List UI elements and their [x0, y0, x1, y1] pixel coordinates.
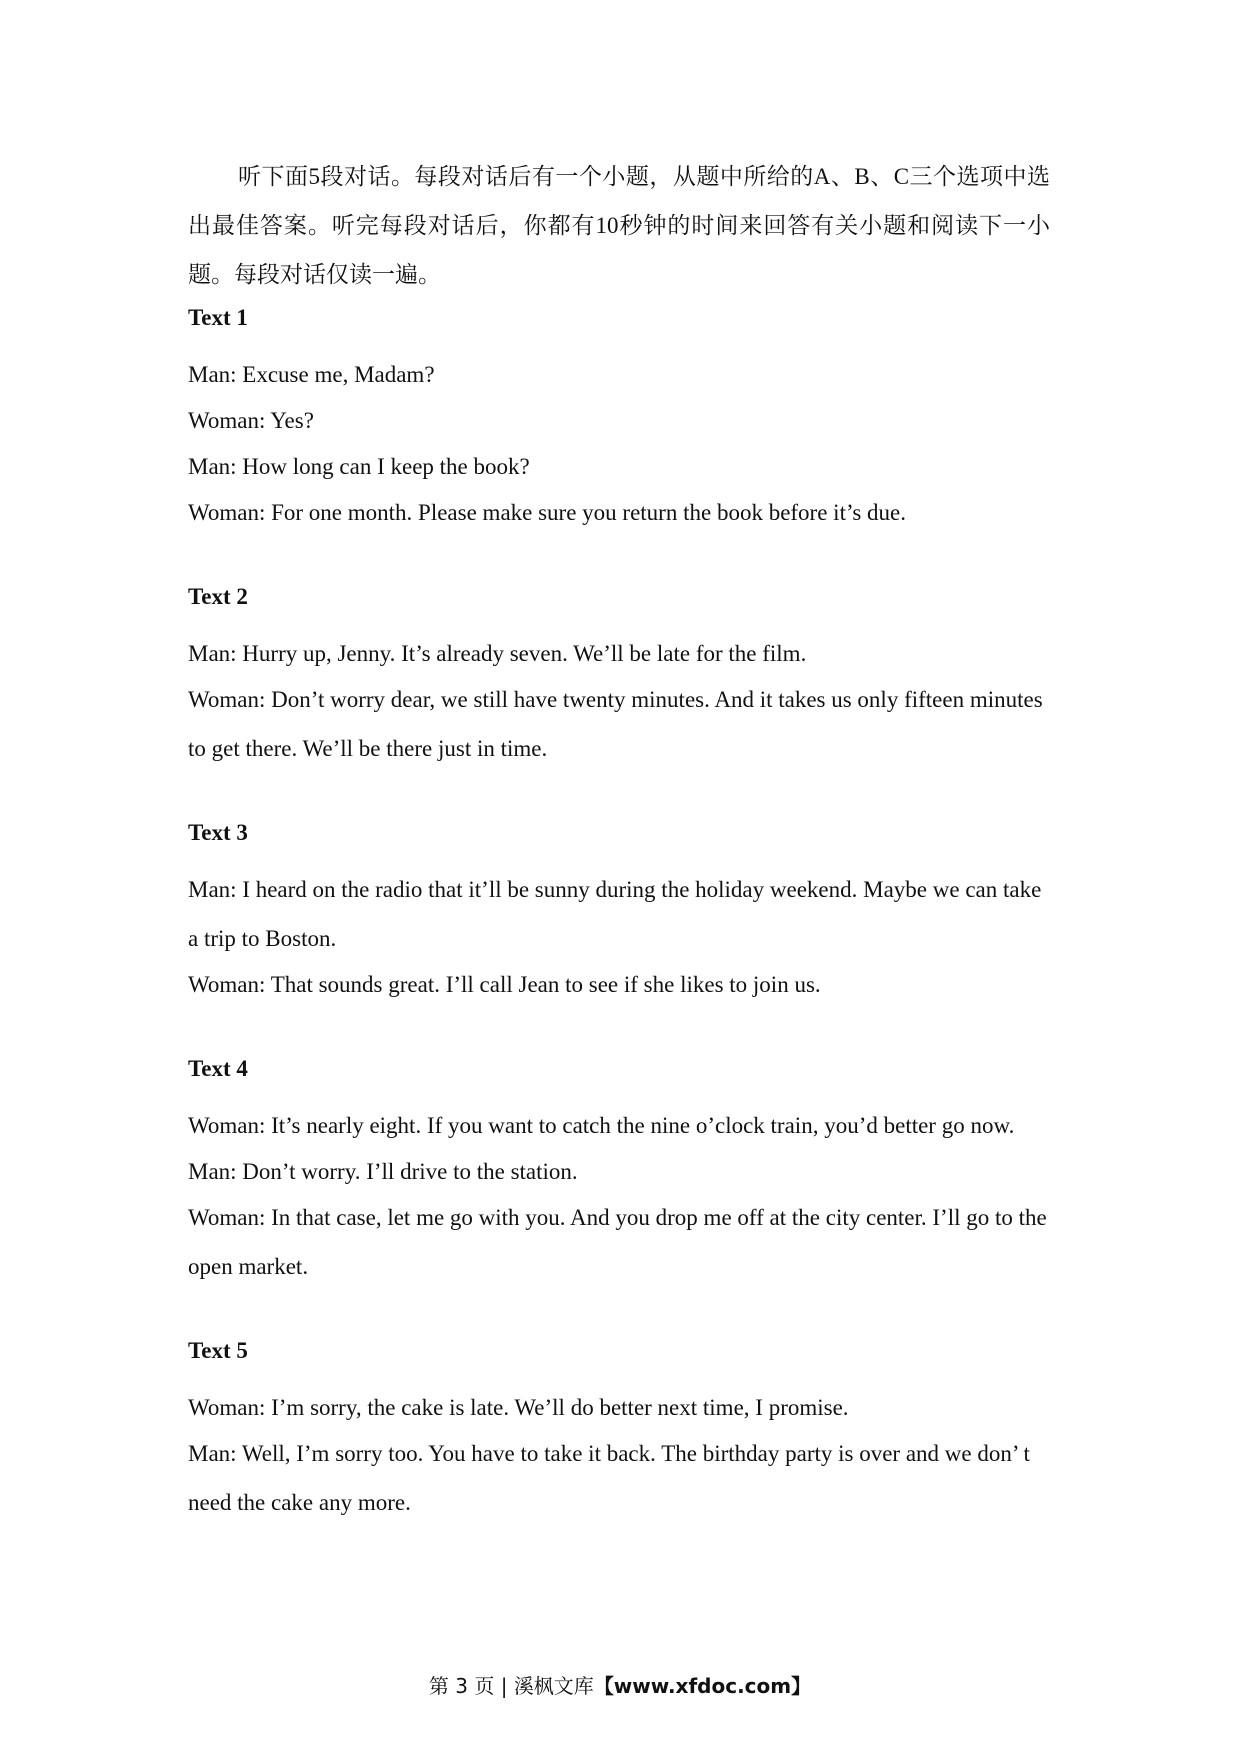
footer-separator: |	[500, 1674, 508, 1698]
site-link[interactable]: 【www.xfdoc.com】	[593, 1674, 812, 1698]
text-heading: Text 1	[188, 305, 248, 330]
dialogue-line: Man: Well, I’m sorry too. You have to take it back. The birthday party is over and we don’ t need the cake any more.	[188, 1441, 1030, 1515]
dialogue-text-2	[188, 582, 1050, 773]
dialogue-line: Woman: Yes?	[188, 408, 314, 433]
text-heading: Text 4	[188, 1056, 248, 1081]
dialogue-line: Man: Excuse me, Madam?	[188, 362, 435, 387]
dialogue-line: Woman: Don’t worry dear, we still have twenty minutes. And it takes us only fifteen minutes to get there. We’ll be there just in time.	[188, 687, 1043, 761]
dialogue-line: Man: How long can I keep the book?	[188, 454, 530, 479]
dialogue-line: Man: I heard on the radio that it’ll be sunny during the holiday weekend. Maybe we can take a trip to Boston.	[188, 877, 1042, 951]
library-name: 溪枫文库	[513, 1674, 594, 1698]
document-body	[188, 152, 1050, 1527]
dialogue-text-1	[188, 303, 1050, 537]
instructions-paragraph: 听下面5段对话。每段对话后有一个小题，从题中所给的A、B、C三个选项中选出最佳答案。听完每段对话后，你都有10秒钟的时间来回答有关小题和阅读下一小题。每段对话仅读一遍。	[188, 164, 1050, 287]
dialogue-line: Woman: In that case, let me go with you. And you drop me off at the city center. I’ll go to the open market.	[188, 1205, 1047, 1279]
dialogue-line: Man: Hurry up, Jenny. It’s already seven. We’ll be late for the film.	[188, 641, 807, 666]
dialogue-line: Woman: For one month. Please make sure you return the book before it’s due.	[188, 500, 907, 525]
page-number: 第 3 页	[428, 1674, 495, 1698]
page-footer	[0, 1670, 1240, 1699]
dialogue-line: Man: Don’t worry. I’ll drive to the station.	[188, 1159, 578, 1184]
text-heading: Text 5	[188, 1338, 248, 1363]
dialogue-text-5	[188, 1336, 1050, 1527]
dialogue-text-3	[188, 818, 1050, 1009]
dialogue-line: Woman: I’m sorry, the cake is late. We’ll do better next time, I promise.	[188, 1395, 849, 1420]
dialogue-text-4	[188, 1054, 1050, 1291]
text-heading: Text 3	[188, 820, 248, 845]
dialogue-line: Woman: It’s nearly eight. If you want to catch the nine o’clock train, you’d better go now.	[188, 1113, 1015, 1138]
dialogue-line: Woman: That sounds great. I’ll call Jean to see if she likes to join us.	[188, 972, 821, 997]
text-heading: Text 2	[188, 584, 248, 609]
